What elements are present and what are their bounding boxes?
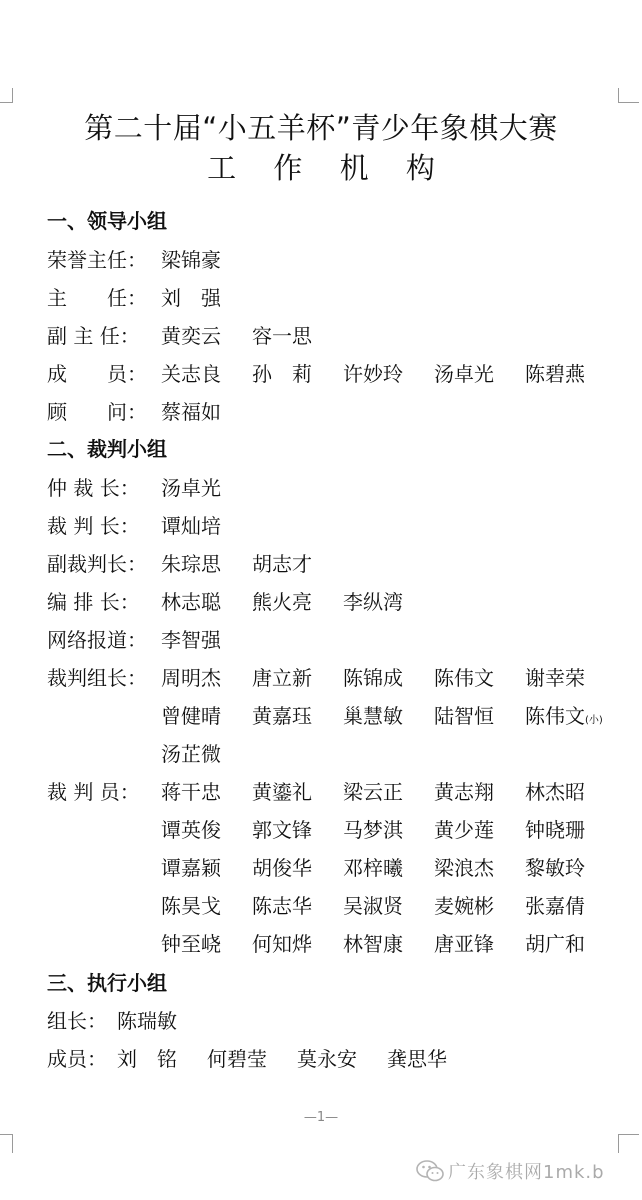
row-names — [161, 548, 343, 577]
person-name: 黎敏玲 — [525, 856, 585, 880]
person-name: 关志良 — [161, 362, 221, 386]
person-name: 蒋干忠 — [161, 780, 221, 804]
person-name: 马梦淇 — [343, 818, 403, 842]
person-name: 黄奕云 — [161, 324, 221, 348]
person-name: 麦婉彬 — [434, 894, 494, 918]
person-name: 胡俊华 — [252, 856, 312, 880]
person-name: 邓梓曦 — [343, 856, 403, 880]
page-number: —1— — [303, 1110, 339, 1125]
crop-mark-bottom-right — [618, 1134, 639, 1153]
person-name: 唐立新 — [252, 666, 312, 690]
name-with-suffix — [525, 700, 603, 729]
row-names — [161, 852, 616, 881]
row-name: 何碧莹 — [207, 1047, 267, 1071]
person-name: 林智康 — [343, 932, 403, 956]
row-label: 裁 判 长： — [47, 514, 140, 538]
person-name: 梁锦豪 — [161, 248, 221, 272]
person-name: 胡广和 — [525, 932, 585, 956]
person-name: 熊火亮 — [252, 590, 312, 614]
person-name: 谢幸荣 — [525, 666, 585, 690]
person-name: 汤卓光 — [161, 476, 221, 500]
row-name: 陈瑞敏 — [117, 1009, 177, 1033]
person-name: 李智强 — [161, 628, 221, 652]
row-names — [161, 396, 252, 425]
watermark-text: 广东象棋网1mk.b — [448, 1162, 605, 1183]
row-label: 成员： — [47, 1047, 107, 1071]
row-label: 仲 裁 长： — [47, 476, 140, 500]
person-name: 吴淑贤 — [343, 894, 403, 918]
row-label: 裁 判 员： — [47, 780, 140, 804]
section-heading-execution: 三、执行小组 — [47, 971, 167, 995]
row-names — [161, 358, 616, 387]
row-label: 组长： — [47, 1009, 107, 1033]
row-names — [161, 890, 616, 919]
subtitle-char: 工 — [207, 151, 237, 185]
person-name: 汤卓光 — [434, 362, 494, 386]
person-name: 陆智恒 — [434, 704, 494, 728]
row-names — [161, 814, 616, 843]
row-names — [161, 624, 252, 653]
person-name: 黄嘉珏 — [252, 704, 312, 728]
subtitle-char: 作 — [273, 151, 303, 185]
person-name: 林杰昭 — [525, 780, 585, 804]
person-name: 陈伟文 — [525, 704, 585, 728]
person-name: 许妙玲 — [343, 362, 403, 386]
person-name: 巢慧敏 — [343, 704, 403, 728]
person-name: 陈志华 — [252, 894, 312, 918]
person-name: 陈锦成 — [343, 666, 403, 690]
person-name: 谭英俊 — [161, 818, 221, 842]
row-label: 裁判组长： — [47, 666, 147, 690]
subtitle-char: 构 — [405, 151, 435, 185]
person-name: 刘 强 — [161, 286, 221, 310]
watermark — [416, 1158, 605, 1184]
row-label: 副 主 任： — [47, 324, 140, 348]
document-subtitle — [0, 146, 642, 187]
row-names — [161, 928, 616, 957]
row-label: 顾 问： — [47, 400, 147, 424]
person-name: 黄志翔 — [434, 780, 494, 804]
wechat-icon — [416, 1159, 444, 1183]
person-name: 胡志才 — [252, 552, 312, 576]
person-name: 曾健晴 — [161, 704, 221, 728]
person-name: 张嘉倩 — [525, 894, 585, 918]
person-name: 林志聪 — [161, 590, 221, 614]
person-name: 谭灿培 — [161, 514, 221, 538]
person-name: 何知烨 — [252, 932, 312, 956]
name-suffix: (小) — [585, 715, 603, 726]
row-names — [161, 472, 252, 501]
document-title: 第二十届“小五羊杯”青少年象棋大赛 — [84, 111, 558, 145]
section-heading-referees: 二、裁判小组 — [47, 437, 167, 461]
row-names — [161, 586, 434, 615]
row-names — [161, 282, 252, 311]
row-names — [161, 700, 603, 729]
person-name: 梁浪杰 — [434, 856, 494, 880]
person-name: 谭嘉颖 — [161, 856, 221, 880]
crop-mark-top-left — [0, 88, 13, 103]
row-names — [161, 738, 252, 767]
row-name: 刘 铭 — [117, 1047, 177, 1071]
crop-mark-bottom-left — [0, 1134, 13, 1153]
person-name: 李纵湾 — [343, 590, 403, 614]
row-label: 荣誉主任： — [47, 248, 147, 272]
person-name: 朱琮思 — [161, 552, 221, 576]
row-name: 莫永安 — [297, 1047, 357, 1071]
person-name: 梁云正 — [343, 780, 403, 804]
person-name: 黄少莲 — [434, 818, 494, 842]
person-name: 蔡福如 — [161, 400, 221, 424]
person-name: 钟晓珊 — [525, 818, 585, 842]
row-label: 网络报道： — [47, 628, 147, 652]
person-name: 汤芷微 — [161, 742, 221, 766]
person-name: 黄鎏礼 — [252, 780, 312, 804]
row-name: 龚思华 — [387, 1047, 447, 1071]
row-names — [161, 662, 616, 691]
subtitle-char: 机 — [339, 151, 369, 185]
person-name: 容一思 — [252, 324, 312, 348]
person-name: 唐亚锋 — [434, 932, 494, 956]
row-label: 成 员： — [47, 362, 147, 386]
person-name: 钟至峣 — [161, 932, 221, 956]
person-name: 郭文锋 — [252, 818, 312, 842]
row-label: 主 任： — [47, 286, 147, 310]
person-name: 周明杰 — [161, 666, 221, 690]
row-names — [161, 510, 252, 539]
row-names — [161, 776, 616, 805]
row-label: 副裁判长： — [47, 552, 147, 576]
section-heading-leadership: 一、领导小组 — [47, 209, 167, 233]
row-label: 编 排 长： — [47, 590, 140, 614]
person-name: 陈碧燕 — [525, 362, 585, 386]
person-name: 孙 莉 — [252, 362, 312, 386]
crop-mark-top-right — [618, 88, 639, 103]
row-names — [161, 320, 343, 349]
person-name: 陈伟文 — [434, 666, 494, 690]
row-names — [161, 244, 252, 273]
person-name: 陈昊戈 — [161, 894, 221, 918]
